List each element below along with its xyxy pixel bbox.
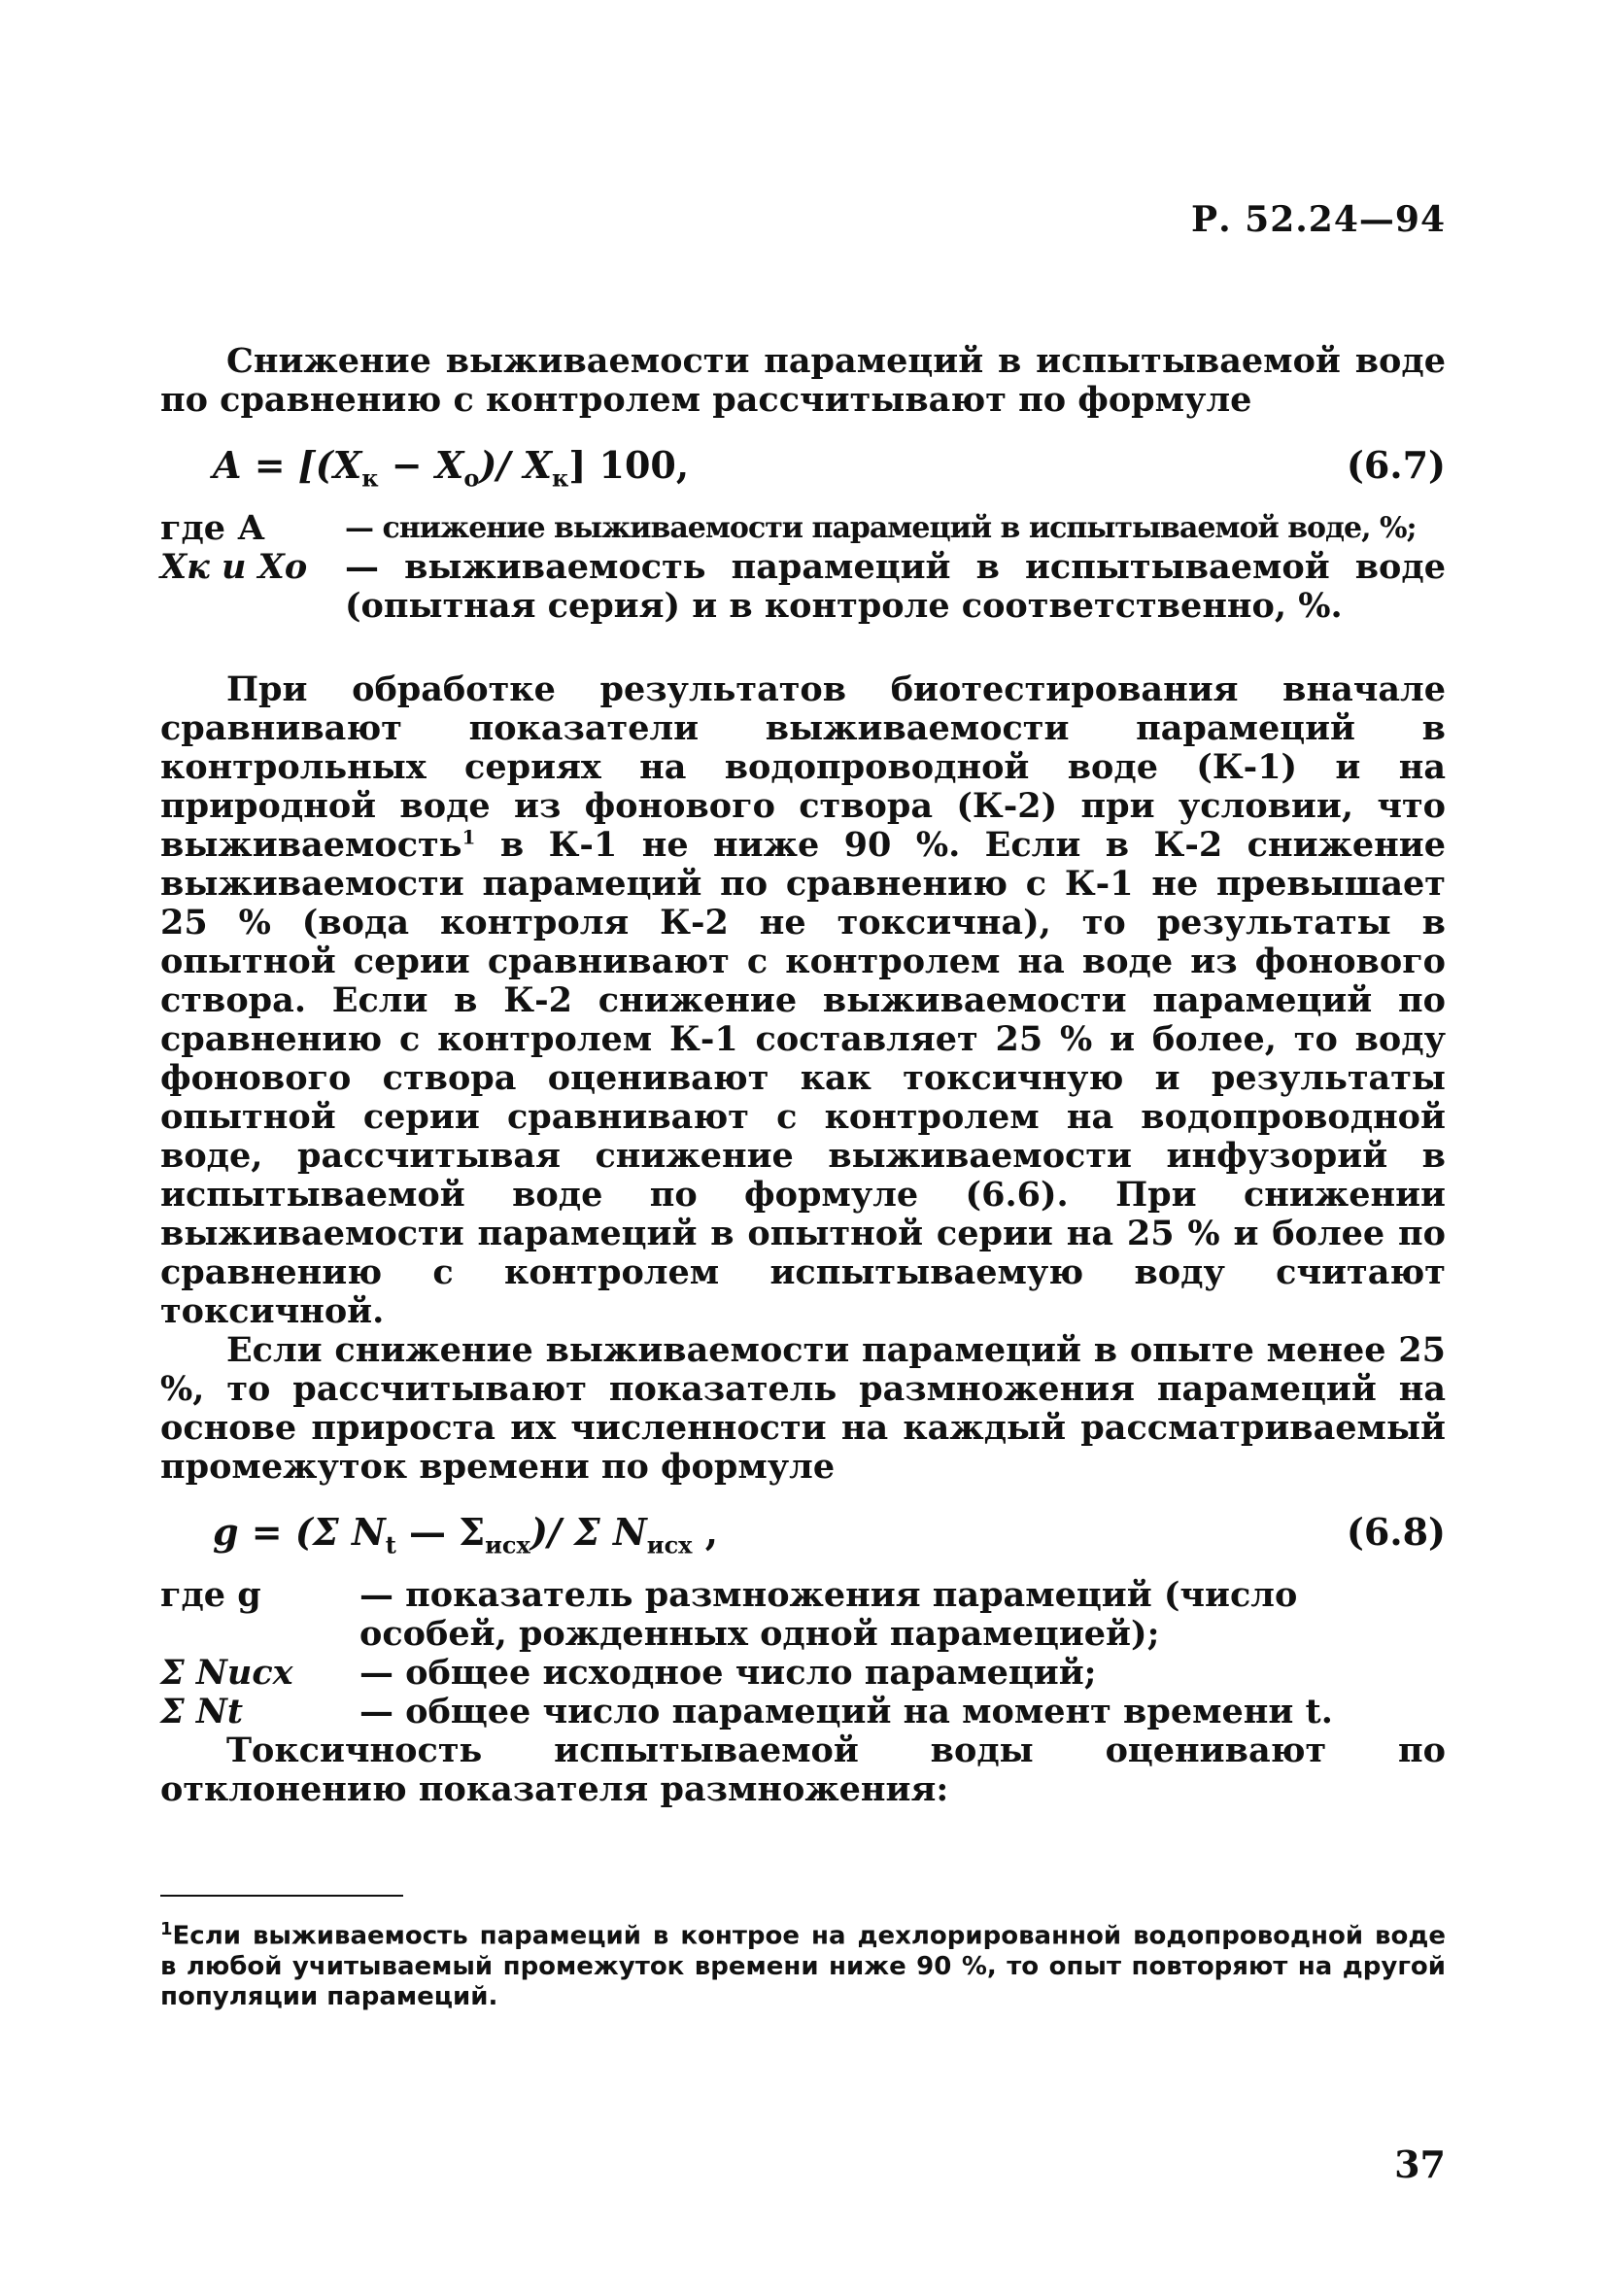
formula-6-8-number: (6.8) bbox=[1346, 1510, 1446, 1554]
document-number: Р. 52.24—94 bbox=[1191, 199, 1446, 240]
where-def-n-isx: — общее исходное число парамеций; bbox=[359, 1653, 1097, 1693]
where-def-g: — показатель размножения парамеций (число особей, рожденных одной парамецией); bbox=[359, 1575, 1298, 1654]
footnote-text: Если выживаемость парамеций в контрое на дехлорированной водопроводной воде в любой учитываемый промежуток времени ниже 90 %, то опыт повторяют на другой популяции парамеций. bbox=[160, 1921, 1446, 2011]
paragraph-intro: Снижение выживаемости парамеций в испытываемой воде по сравнению с контролем рассчитывают по формуле bbox=[160, 341, 1446, 420]
where-term-g: где g bbox=[160, 1575, 261, 1615]
footnote-divider bbox=[160, 1895, 403, 1897]
paragraph-processing: При обработке результатов биотестирования вначале сравнивают показатели выживаемости парамеций в контрольных сериях на водопроводной воде (К-1) и на природной воде из фонового створа (К-2) при условии, что выживаемость$^1$ в К-1 не ниже 90 %. Если в К-2 снижение выживаемости парамеций по сравнению с К-1 не превышает 25 % (вода контроля К-2 не токсична), то результаты в опытной серии сравнивают с контролем на воде из фонового створа. Если в К-2 снижение выживаемости парамеций по сравнению с контролем К-1 составляет 25 % и более, то воду фонового створа оценивают как токсичную и результаты опытной серии сравнивают с контролем на водопроводной воде, рассчитывая снижение выживаемости инфузорий в испытываемой воде по формуле (6.6). При снижении выживаемости парамеций в опытной серии на 25 % и более по сравнению с контролем испытываемую воду считают токсичной. bbox=[160, 669, 1446, 1331]
where-def-xk-xo: — выживаемость парамеций в испытываемой воде (опытная серия) и в контроле соответственно, %. bbox=[345, 547, 1446, 626]
formula-6-7-number: (6.7) bbox=[1346, 443, 1446, 487]
where-term-n-t: Σ Nt bbox=[160, 1692, 244, 1731]
footnote-reference: 1 bbox=[461, 825, 476, 849]
where-block-2 bbox=[160, 1576, 1446, 1731]
formula-6-7 bbox=[160, 443, 1446, 493]
formula-6-7-expression: $A = [(X_к - X_о)/$ $X_к$] 100, bbox=[213, 443, 690, 493]
footnote-mark: 1 bbox=[160, 1919, 173, 1939]
formula-6-8 bbox=[160, 1510, 1446, 1559]
page-number: 37 bbox=[1394, 2142, 1446, 2186]
where-block-1 bbox=[160, 509, 1446, 626]
main-text bbox=[160, 342, 1446, 1809]
paragraph-reproduction: Если снижение выживаемости парамеций в опыте менее 25 %, то рассчитывают показатель размножения парамеций на основе прироста их численности на каждый рассматриваемый промежуток времени по формуле bbox=[160, 1330, 1446, 1487]
where-term-n-isx: Σ Nисх bbox=[160, 1653, 293, 1693]
where-def-n-t: — общее число парамеций на момент времени t. bbox=[359, 1692, 1333, 1731]
formula-6-8-expression: g = (Σ $N_t$ — $\Sigma_{исх})/$ Σ $N_{исх}$ , bbox=[213, 1510, 718, 1559]
footnote bbox=[160, 1914, 1446, 2012]
where-term-a: где А bbox=[160, 508, 265, 548]
paragraph-toxicity: Токсичность испытываемой воды оценивают по отклонению показателя размножения: bbox=[160, 1731, 1446, 1809]
where-def-a: — снижение выживаемости парамеций в испытываемой воде, %; bbox=[345, 511, 1417, 545]
where-term-xk-xo: Xк и Xо bbox=[160, 547, 308, 587]
